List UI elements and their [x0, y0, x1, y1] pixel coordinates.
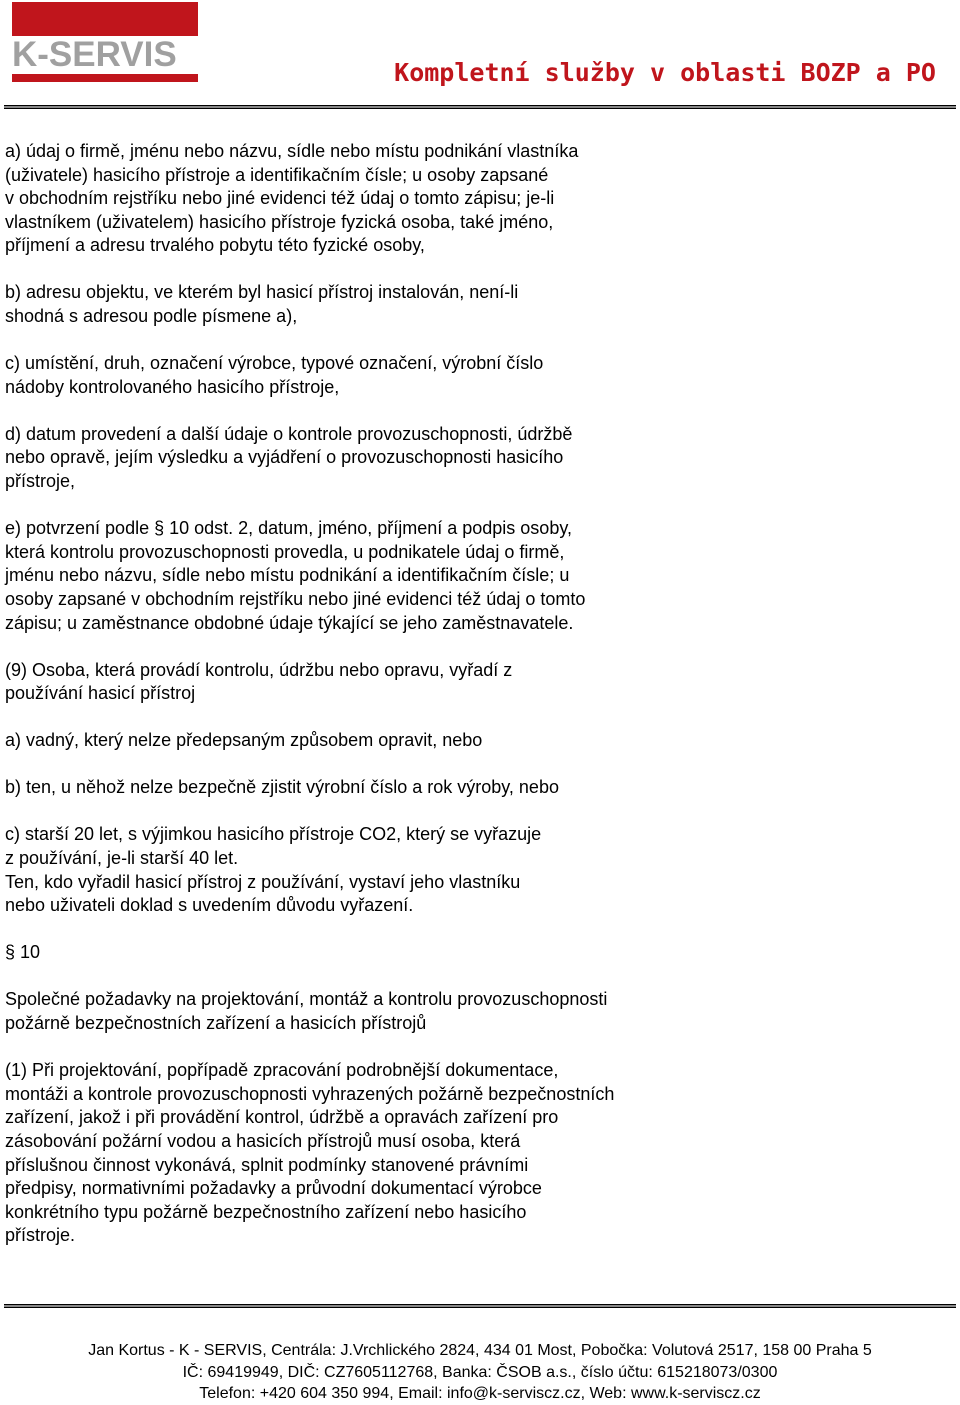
footer-ids: IČ: 69419949, DIČ: CZ7605112768, Banka: ČSOB a.s., číslo účtu: 615218073/0300	[182, 1363, 778, 1381]
logo-red-band-top	[12, 2, 198, 36]
footer-address: Jan Kortus - K - SERVIS, Centrála: J.Vrchlického 2824, 434 01 Most, Pobočka: Volutová 2517, 158 00 Praha 5	[88, 1342, 872, 1359]
paragraph-1-requirements: (1) Při projektování, popřípadě zpracování podrobnější dokumentace, montáži a kontrole provozuschopnosti vyhrazených požárně bezpečnostních zařízení, jakož i při provádění kontrol, údržbě a opravách zařízení pro zásobování požární vodou a hasicích přístrojů musí osoba, která příslušnou činnost vykonává, splnit podmínky stanovené právními předpisy, normativními požadavky a průvodní dokumentací výrobce konkrétního typu požárně bezpečnostního zařízení nebo hasicího přístroje.	[5, 1060, 615, 1246]
header-divider	[4, 105, 956, 109]
footer-contact: Telefon: +420 604 350 994, Email: info@k-serviscz.cz, Web: www.k-serviscz.cz	[199, 1385, 761, 1402]
paragraph-b-object-address: b) adresu objektu, ve kterém byl hasicí přístroj instalován, není-li shodná s adresou podle písmene a),	[5, 282, 519, 327]
paragraph-9-decommission: (9) Osoba, která provádí kontrolu, údržbu nebo opravu, vyřadí z používání hasicí přístroj	[5, 659, 513, 704]
paragraph-e-confirmation: e) potvrzení podle § 10 odst. 2, datum, jméno, příjmení a podpis osoby, která kontrolu provozuschopnosti provedla, u podnikatele údaj o firmě, jménu nebo názvu, sídle nebo místu podnikání a identifikačním čísle; u osoby zapsané v obchodním rejstříku nebo jiné evidenci též údaj o tomto zápisu; u zaměstnance obdobné údaje týkající se jeho zaměstnavatele.	[5, 518, 586, 633]
paragraph-c-age-limit: c) starší 20 let, s výjimkou hasicího přístroje CO2, který se vyřazuje z používání, je-li starší 40 let. Ten, kdo vyřadil hasicí přístroj z používání, vystaví jeho vlastníku nebo uživateli doklad s uvedením důvodu vyřazení.	[5, 824, 542, 916]
footer-divider	[4, 1304, 956, 1308]
section-title-common-requirements: Společné požadavky na projektování, montáž a kontrolu provozuschopnosti požárně bezpečnostních zařízení a hasicích přístrojů	[5, 989, 608, 1034]
header-tagline: Kompletní služby v oblasti BOZP a PO	[394, 58, 936, 87]
logo-red-band-bottom	[12, 74, 198, 82]
paragraph-c-placement: c) umístění, druh, označení výrobce, typové označení, výrobní číslo nádoby kontrolovaného hasicího přístroje,	[5, 353, 544, 397]
paragraph-a-firm-details: a) údaj o firmě, jménu nebo názvu, sídle nebo místu podnikání vlastníka (uživatele) hasicího přístroje a identifikačním čísle; u osoby zapsané v obchodním rejstříku nebo jiné evidenci též údaj o tomto zápisu; je-li vlastníkem (uživatelem) hasicího přístroje fyzická osoba, také jméno, příjmení a adresu trvalého pobytu této fyzické osoby,	[5, 141, 579, 256]
document-body	[5, 140, 725, 1248]
paragraph-d-inspection-date: d) datum provedení a další údaje o kontrole provozuschopnosti, údržbě nebo opravě, jejím výsledku a vyjádření o provozuschopnosti hasicího přístroje,	[5, 423, 573, 492]
company-logo	[12, 2, 198, 82]
section-heading-10: § 10	[5, 942, 41, 963]
logo-text: K-SERVIS	[12, 35, 177, 74]
paragraph-b-unidentifiable: b) ten, u něhož nelze bezpečně zjistit výrobní číslo a rok výroby, nebo	[5, 777, 559, 798]
paragraph-a-defective: a) vadný, který nelze předepsaným způsobem opravit, nebo	[5, 730, 483, 751]
page-footer	[0, 1340, 960, 1405]
